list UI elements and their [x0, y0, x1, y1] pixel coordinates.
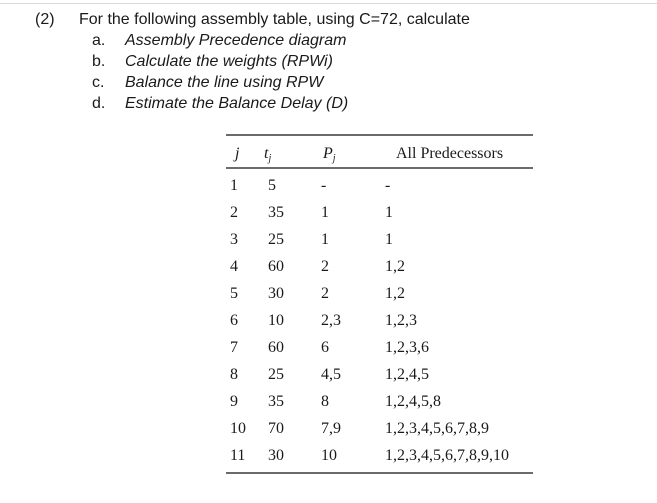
cell-all: 1,2 [385, 258, 405, 275]
table-row [226, 334, 533, 361]
cell-all: 1,2,3 [385, 312, 417, 329]
question-number: (2) [35, 11, 55, 28]
header-p [323, 142, 336, 166]
table-row [226, 361, 533, 388]
cell-t: 10 [268, 312, 284, 329]
sub-item-letter: d. [92, 95, 106, 112]
table-bottom-rule [226, 472, 533, 474]
table-row [226, 388, 533, 415]
cell-all: 1,2 [385, 285, 405, 302]
cell-p: 2 [321, 258, 329, 275]
table-row [226, 307, 533, 334]
cell-p: 6 [321, 339, 329, 356]
cell-all: 1 [385, 231, 393, 248]
cell-t: 60 [268, 339, 284, 356]
cell-all: 1,2,4,5,8 [385, 393, 441, 410]
header-t [264, 142, 271, 166]
cell-p: 7,9 [321, 420, 341, 437]
header-p-subscript: j [332, 153, 336, 164]
header-t-subscript: j [268, 153, 272, 164]
table-top-rule [226, 134, 533, 136]
cell-j: 9 [230, 393, 238, 410]
cell-all: 1 [385, 204, 393, 221]
cell-t: 60 [268, 258, 284, 275]
cell-p: 8 [321, 393, 329, 410]
cell-t: 35 [268, 393, 284, 410]
cell-p: 1 [321, 204, 329, 221]
cell-j: 5 [230, 285, 238, 302]
header-t-label: t [264, 145, 269, 162]
cell-all: - [385, 177, 391, 194]
cell-j: 2 [230, 204, 238, 221]
cell-t: 30 [268, 447, 284, 464]
table-row [226, 415, 533, 442]
cell-p: 1 [321, 231, 329, 248]
table-row [226, 442, 533, 469]
cell-j: 3 [230, 231, 238, 248]
cell-t: 25 [268, 231, 284, 248]
cell-j: 8 [230, 366, 238, 383]
cell-all: 1,2,3,4,5,6,7,8,9,10 [385, 447, 509, 464]
cell-p: 2,3 [321, 312, 341, 329]
table-row [226, 199, 533, 226]
cell-j: 7 [230, 339, 238, 356]
table-header-rule [226, 167, 533, 169]
top-divider [0, 3, 657, 4]
cell-p: 2 [321, 285, 329, 302]
table-row [226, 172, 533, 199]
cell-all: 1,2,4,5 [385, 366, 429, 383]
cell-j: 10 [230, 420, 246, 437]
cell-t: 70 [268, 420, 284, 437]
question-prompt: For the following assembly table, using C=72, calculate [79, 11, 470, 28]
cell-all: 1,2,3,6 [385, 339, 429, 356]
sub-item-text: Assembly Precedence diagram [125, 32, 347, 49]
cell-p: - [321, 177, 327, 194]
cell-p: 10 [321, 447, 337, 464]
cell-t: 35 [268, 204, 284, 221]
cell-j: 1 [230, 177, 238, 194]
cell-p: 4,5 [321, 366, 341, 383]
sub-item-text: Calculate the weights (RPWi) [125, 53, 333, 70]
cell-t: 5 [268, 177, 276, 194]
cell-all: 1,2,3,4,5,6,7,8,9 [385, 420, 489, 437]
header-p-label: P [323, 145, 333, 162]
cell-j: 6 [230, 312, 238, 329]
cell-j: 4 [230, 258, 238, 275]
sub-item-text: Estimate the Balance Delay (D) [125, 95, 349, 112]
cell-t: 30 [268, 285, 284, 302]
table-row [226, 280, 533, 307]
header-j: j [235, 145, 240, 162]
sub-item-text: Balance the line using RPW [125, 74, 324, 91]
header-all-predecessors: All Predecessors [396, 145, 504, 162]
table-row [226, 226, 533, 253]
sub-item-letter: c. [92, 74, 105, 91]
cell-t: 25 [268, 366, 284, 383]
sub-item-letter: b. [92, 53, 106, 70]
sub-item-letter: a. [92, 32, 106, 49]
cell-j: 11 [230, 447, 246, 464]
table-row [226, 253, 533, 280]
